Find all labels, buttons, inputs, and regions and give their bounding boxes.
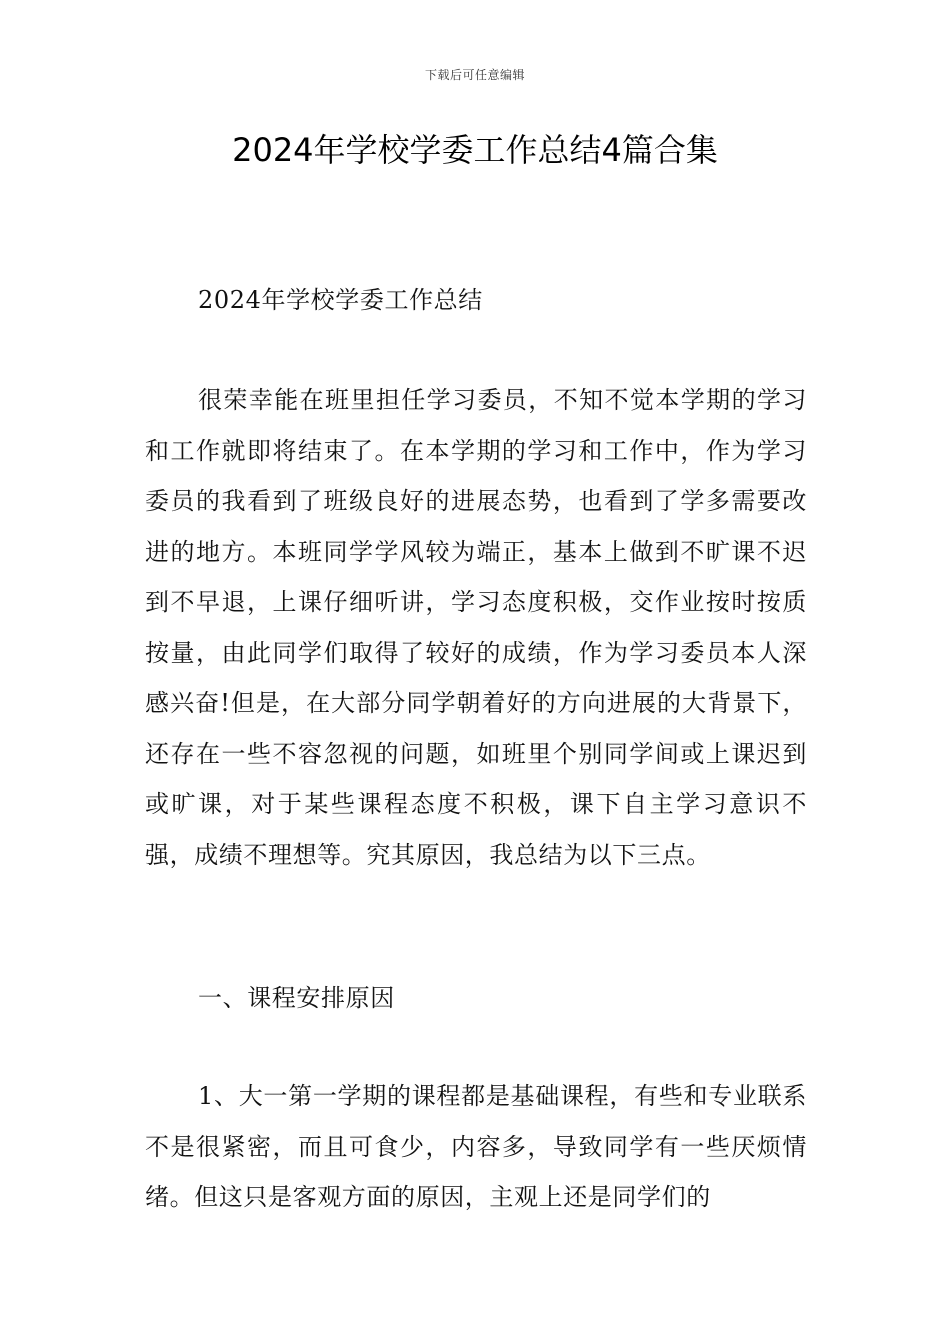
paragraph-2: 1、大一第一学期的课程都是基础课程，有些和专业联系不是很紧密，而且可食少，内容多，导致同学有一些厌烦情绪。但这只是客观方面的原因，主观上还是同学们的 bbox=[145, 1082, 807, 1211]
section-title: 2024年学校学委工作总结 bbox=[198, 286, 483, 314]
document-title: 2024年学校学委工作总结4篇合集 bbox=[232, 131, 718, 169]
header-note: 下载后可任意编辑 bbox=[424, 68, 525, 82]
section-heading-1: 一、课程安排原因 bbox=[198, 984, 395, 1012]
paragraph-1: 很荣幸能在班里担任学习委员，不知不觉本学期的学习和工作就即将结束了。在本学期的学习和工作中，作为学习委员的我看到了班级良好的进展态势，也看到了学多需要改进的地方。本班同学学风较为端正，基本上做到不旷课不迟到不早退，上课仔细听讲，学习态度积极，交作业按时按质按量，由此同学们取得了较好的成绩，作为学习委员本人深感兴奋!但是，在大部分同学朝着好的方向进展的大背景下，还存在一些不容忽视的问题，如班里个别同学间或上课迟到或旷课，对于某些课程态度不积极，课下自主学习意识不强，成绩不理想等。究其原因，我总结为以下三点。 bbox=[145, 386, 807, 869]
